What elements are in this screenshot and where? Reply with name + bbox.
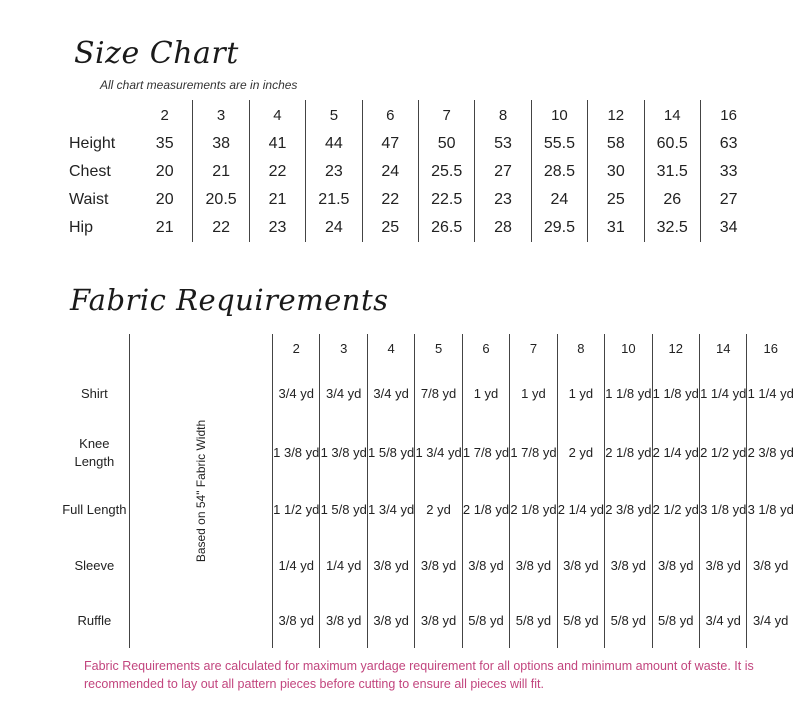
size-header-cell: 12 (588, 100, 644, 130)
fabric-cell: 1 yd (510, 364, 557, 424)
fabric-width-note (129, 334, 272, 648)
fabric-cell: 1 7/8 yd (462, 424, 509, 482)
fabric-cell: 5/8 yd (557, 594, 604, 648)
fabric-cell: 2 yd (557, 424, 604, 482)
size-cell: 23 (475, 186, 531, 214)
fabric-cell: 1 1/8 yd (605, 364, 652, 424)
fabric-header-cell: 4 (367, 334, 414, 364)
fabric-cell: 1 5/8 yd (367, 424, 414, 482)
size-cell: 34 (700, 214, 756, 242)
fabric-cell: 1 3/8 yd (320, 424, 367, 482)
size-row-waist (66, 186, 756, 214)
size-cell: 26.5 (418, 214, 474, 242)
size-cell: 55.5 (531, 130, 587, 158)
size-cell: 33 (700, 158, 756, 186)
size-cell: 31.5 (644, 158, 700, 186)
size-chart-title: Size Chart (74, 36, 239, 71)
fabric-cell: 1 1/2 yd (273, 482, 320, 538)
size-cell: 25.5 (418, 158, 474, 186)
fabric-cell: 2 1/4 yd (652, 424, 699, 482)
fabric-cell: 2 1/2 yd (652, 482, 699, 538)
size-header-cell: 5 (306, 100, 362, 130)
fabric-cell: 3 1/8 yd (699, 482, 746, 538)
fabric-cell: 3 1/8 yd (747, 502, 794, 517)
size-header-cell: 8 (475, 100, 531, 130)
fabric-row-label: Sleeve (74, 558, 115, 573)
fabric-row-label: Knee Length (74, 436, 115, 469)
fabric-cell: 5/8 yd (652, 594, 699, 648)
size-cell: 22 (249, 158, 305, 186)
fabric-cell: 1 1/4 yd (747, 386, 794, 401)
fabric-cell: 3/8 yd (462, 538, 509, 594)
size-cell: 50 (418, 130, 474, 158)
size-row-hip (66, 214, 756, 242)
size-header-cell: 7 (418, 100, 474, 130)
size-cell: 20.5 (193, 186, 249, 214)
fabric-cell: 3/8 yd (367, 538, 414, 594)
fabric-cell: 3/4 yd (273, 364, 320, 424)
size-row-label: Height (69, 135, 116, 152)
fabric-requirements-title: Fabric Requirements (70, 283, 389, 317)
fabric-header-cell: 5 (415, 334, 462, 364)
fabric-cell: 3/8 yd (699, 538, 746, 594)
size-header-cell: 3 (193, 100, 249, 130)
fabric-cell: 5/8 yd (462, 594, 509, 648)
fabric-header-cell: 3 (320, 334, 367, 364)
fabric-cell: 3/8 yd (367, 594, 414, 648)
fabric-cell: 1 3/4 yd (415, 424, 462, 482)
fabric-row-label: Full Length (62, 502, 127, 517)
size-cell: 21 (249, 186, 305, 214)
size-cell: 58 (588, 130, 644, 158)
size-cell: 23 (306, 158, 362, 186)
size-cell: 41 (249, 130, 305, 158)
size-cell: 21.5 (306, 186, 362, 214)
size-cell: 28 (475, 214, 531, 242)
size-header-row (66, 100, 756, 130)
size-cell: 22 (362, 186, 418, 214)
size-header-cell: 4 (249, 100, 305, 130)
size-cell: 22.5 (418, 186, 474, 214)
size-header-cell: 2 (160, 106, 169, 124)
size-row-label: Hip (69, 219, 94, 236)
fabric-cell: 2 1/8 yd (605, 424, 652, 482)
fabric-cell: 1 5/8 yd (320, 482, 367, 538)
size-cell: 20 (155, 163, 174, 180)
size-cell: 60.5 (644, 130, 700, 158)
fabric-header-row (60, 334, 794, 364)
fabric-cell: 3/8 yd (753, 558, 789, 573)
size-cell: 24 (362, 158, 418, 186)
fabric-cell: 1/4 yd (273, 538, 320, 594)
size-cell: 25 (362, 214, 418, 242)
fabric-cell: 5/8 yd (510, 594, 557, 648)
size-cell: 32.5 (644, 214, 700, 242)
fabric-cell: 3/8 yd (510, 538, 557, 594)
fabric-header-cell: 10 (605, 334, 652, 364)
fabric-width-label: Based on 54" Fabric Width (193, 419, 208, 563)
fabric-header-cell: 8 (557, 334, 604, 364)
size-header-cell: 10 (531, 100, 587, 130)
fabric-cell: 2 3/8 yd (747, 445, 794, 460)
size-cell: 23 (249, 214, 305, 242)
size-cell: 20 (155, 191, 174, 208)
fabric-cell: 2 1/8 yd (462, 482, 509, 538)
fabric-cell: 3/4 yd (699, 594, 746, 648)
size-header-cell: 16 (700, 100, 756, 130)
fabric-cell: 1 1/8 yd (652, 364, 699, 424)
size-cell: 35 (155, 135, 174, 152)
fabric-cell: 2 1/4 yd (557, 482, 604, 538)
fabric-cell: 3/8 yd (415, 594, 462, 648)
size-cell: 44 (306, 130, 362, 158)
fabric-cell: 1 3/8 yd (273, 424, 320, 482)
size-chart-subtitle: All chart measurements are in inches (100, 78, 298, 92)
size-header-blank (66, 100, 137, 130)
size-cell: 24 (531, 186, 587, 214)
size-cell: 26 (644, 186, 700, 214)
fabric-cell: 2 1/2 yd (699, 424, 746, 482)
fabric-requirements-table (60, 334, 794, 648)
fabric-cell: 1/4 yd (320, 538, 367, 594)
size-cell: 21 (193, 158, 249, 186)
size-row-label: Chest (69, 163, 111, 180)
size-cell: 25 (588, 186, 644, 214)
fabric-cell: 1 7/8 yd (510, 424, 557, 482)
fabric-cell: 5/8 yd (605, 594, 652, 648)
fabric-cell: 3/8 yd (605, 538, 652, 594)
fabric-cell: 3/8 yd (557, 538, 604, 594)
size-cell: 31 (588, 214, 644, 242)
fabric-cell: 3/8 yd (273, 594, 320, 648)
fabric-cell: 1 yd (557, 364, 604, 424)
fabric-note: Fabric Requirements are calculated for maximum yardage requirement for all options and minimum amount of waste. It is recommended to lay out all pattern pieces before cutting to ensure all pieces will fit. (84, 659, 754, 691)
fabric-cell: 1 yd (462, 364, 509, 424)
size-cell: 53 (475, 130, 531, 158)
fabric-cell: 7/8 yd (415, 364, 462, 424)
fabric-cell: 3/4 yd (320, 364, 367, 424)
size-cell: 47 (362, 130, 418, 158)
size-chart-table (66, 100, 756, 242)
fabric-header-cell: 12 (652, 334, 699, 364)
fabric-header-cell: 7 (510, 334, 557, 364)
size-row-chest (66, 158, 756, 186)
fabric-row-label: Ruffle (77, 613, 112, 628)
size-cell: 27 (700, 186, 756, 214)
size-cell: 38 (193, 130, 249, 158)
fabric-cell: 2 1/8 yd (510, 482, 557, 538)
fabric-header-cell: 14 (699, 334, 746, 364)
fabric-cell: 1 1/4 yd (699, 364, 746, 424)
fabric-cell: 2 yd (415, 482, 462, 538)
size-header-cell: 6 (362, 100, 418, 130)
fabric-cell: 3/4 yd (367, 364, 414, 424)
fabric-header-cell: 16 (763, 341, 778, 356)
size-cell: 24 (306, 214, 362, 242)
size-row-height (66, 130, 756, 158)
fabric-cell: 3/8 yd (320, 594, 367, 648)
fabric-header-blank (60, 334, 129, 364)
fabric-cell: 3/8 yd (415, 538, 462, 594)
size-cell: 21 (155, 219, 174, 236)
fabric-cell: 1 3/4 yd (367, 482, 414, 538)
size-cell: 22 (193, 214, 249, 242)
fabric-cell: 2 3/8 yd (605, 482, 652, 538)
fabric-row-label: Shirt (80, 386, 108, 401)
size-row-label: Waist (69, 191, 109, 208)
size-cell: 63 (700, 130, 756, 158)
fabric-header-cell: 6 (462, 334, 509, 364)
size-header-cell: 14 (644, 100, 700, 130)
fabric-cell: 3/8 yd (652, 538, 699, 594)
fabric-cell: 3/4 yd (753, 613, 789, 628)
size-cell: 28.5 (531, 158, 587, 186)
size-cell: 27 (475, 158, 531, 186)
size-cell: 30 (588, 158, 644, 186)
size-cell: 29.5 (531, 214, 587, 242)
fabric-header-cell: 2 (273, 334, 320, 364)
